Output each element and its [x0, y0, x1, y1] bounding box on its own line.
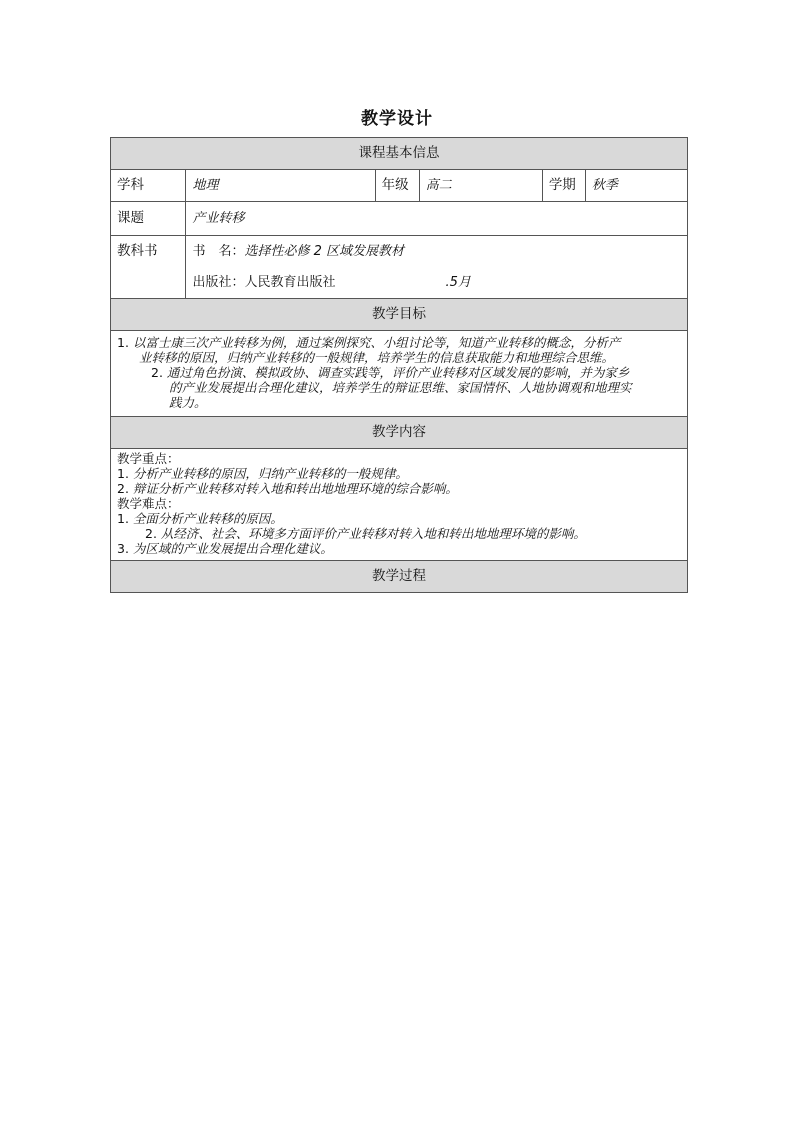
content-body [111, 449, 688, 561]
item-text: 分析产业转移的原因，归纳产业转移的一般规律。 [132, 466, 408, 481]
topic-label: 课题 [111, 202, 186, 236]
grade-label: 年级 [375, 170, 419, 202]
difficult-point-item [117, 511, 681, 526]
difficult-point-item [117, 541, 681, 556]
objective-text-cont: 业转移的原因，归纳产业转移的一般规律，培养学生的信息获取能力和地理综合思维。 [139, 350, 615, 365]
term-label: 学期 [542, 170, 585, 202]
subject-value: 地理 [186, 170, 375, 202]
grade-value: 高二 [419, 170, 542, 202]
term-value: 秋季 [585, 170, 687, 202]
objectives-body [111, 331, 688, 417]
book-name: 选择性必修 2 区域发展教材 [244, 244, 405, 259]
objective-text: 以富士康三次产业转移为例，通过案例探究、小组讨论等，知道产业转移的概念，分析产 [132, 335, 621, 350]
objective-number: 1. [117, 335, 129, 350]
difficult-points-label: 教学难点： [117, 496, 180, 511]
textbook-label: 教科书 [111, 236, 186, 299]
item-number: 2. [117, 481, 129, 496]
topic-value: 产业转移 [186, 202, 688, 236]
objective-text: 通过角色扮演、模拟政协、调查实践等，评价产业转移对区域发展的影响，并为家乡 [166, 365, 630, 380]
item-text: 为区域的产业发展提出合理化建议。 [132, 541, 333, 556]
textbook-info [186, 236, 688, 299]
basic-info-header: 课程基本信息 [111, 138, 688, 170]
objective-number: 2. [151, 365, 163, 380]
publisher-line [186, 267, 687, 298]
key-point-item [117, 466, 681, 481]
book-prefix: 书 名： [192, 244, 245, 259]
publish-date: .5月 [445, 275, 471, 290]
item-number: 3. [117, 541, 129, 556]
subject-label: 学科 [111, 170, 186, 202]
content-header: 教学内容 [111, 417, 688, 449]
item-number: 2. [145, 526, 157, 541]
item-number: 1. [117, 466, 129, 481]
item-number: 1. [117, 511, 129, 526]
objective-item [117, 365, 681, 410]
key-point-item [117, 481, 681, 496]
book-name-line [186, 236, 687, 267]
objectives-header: 教学目标 [111, 299, 688, 331]
key-points-label: 教学重点： [117, 451, 180, 466]
document-title: 教学设计 [361, 109, 433, 129]
process-header: 教学过程 [111, 561, 688, 593]
publisher-prefix: 出版社： [192, 275, 245, 290]
item-text: 辩证分析产业转移对转入地和转出地地理环境的综合影响。 [132, 481, 458, 496]
item-text: 从经济、社会、环境多方面评价产业转移对转入地和转出地地理环境的影响。 [160, 526, 586, 541]
publisher-name: 人民教育出版社 [244, 275, 336, 290]
objective-text-cont: 的产业发展提出合理化建议，培养学生的辩证思维、家国情怀、人地协调观和地理实 [169, 380, 632, 395]
objective-text-cont: 践力。 [169, 395, 207, 410]
lesson-plan-table [110, 137, 688, 593]
item-text: 全面分析产业转移的原因。 [132, 511, 283, 526]
difficult-point-item [117, 526, 681, 541]
objective-item [117, 335, 681, 365]
